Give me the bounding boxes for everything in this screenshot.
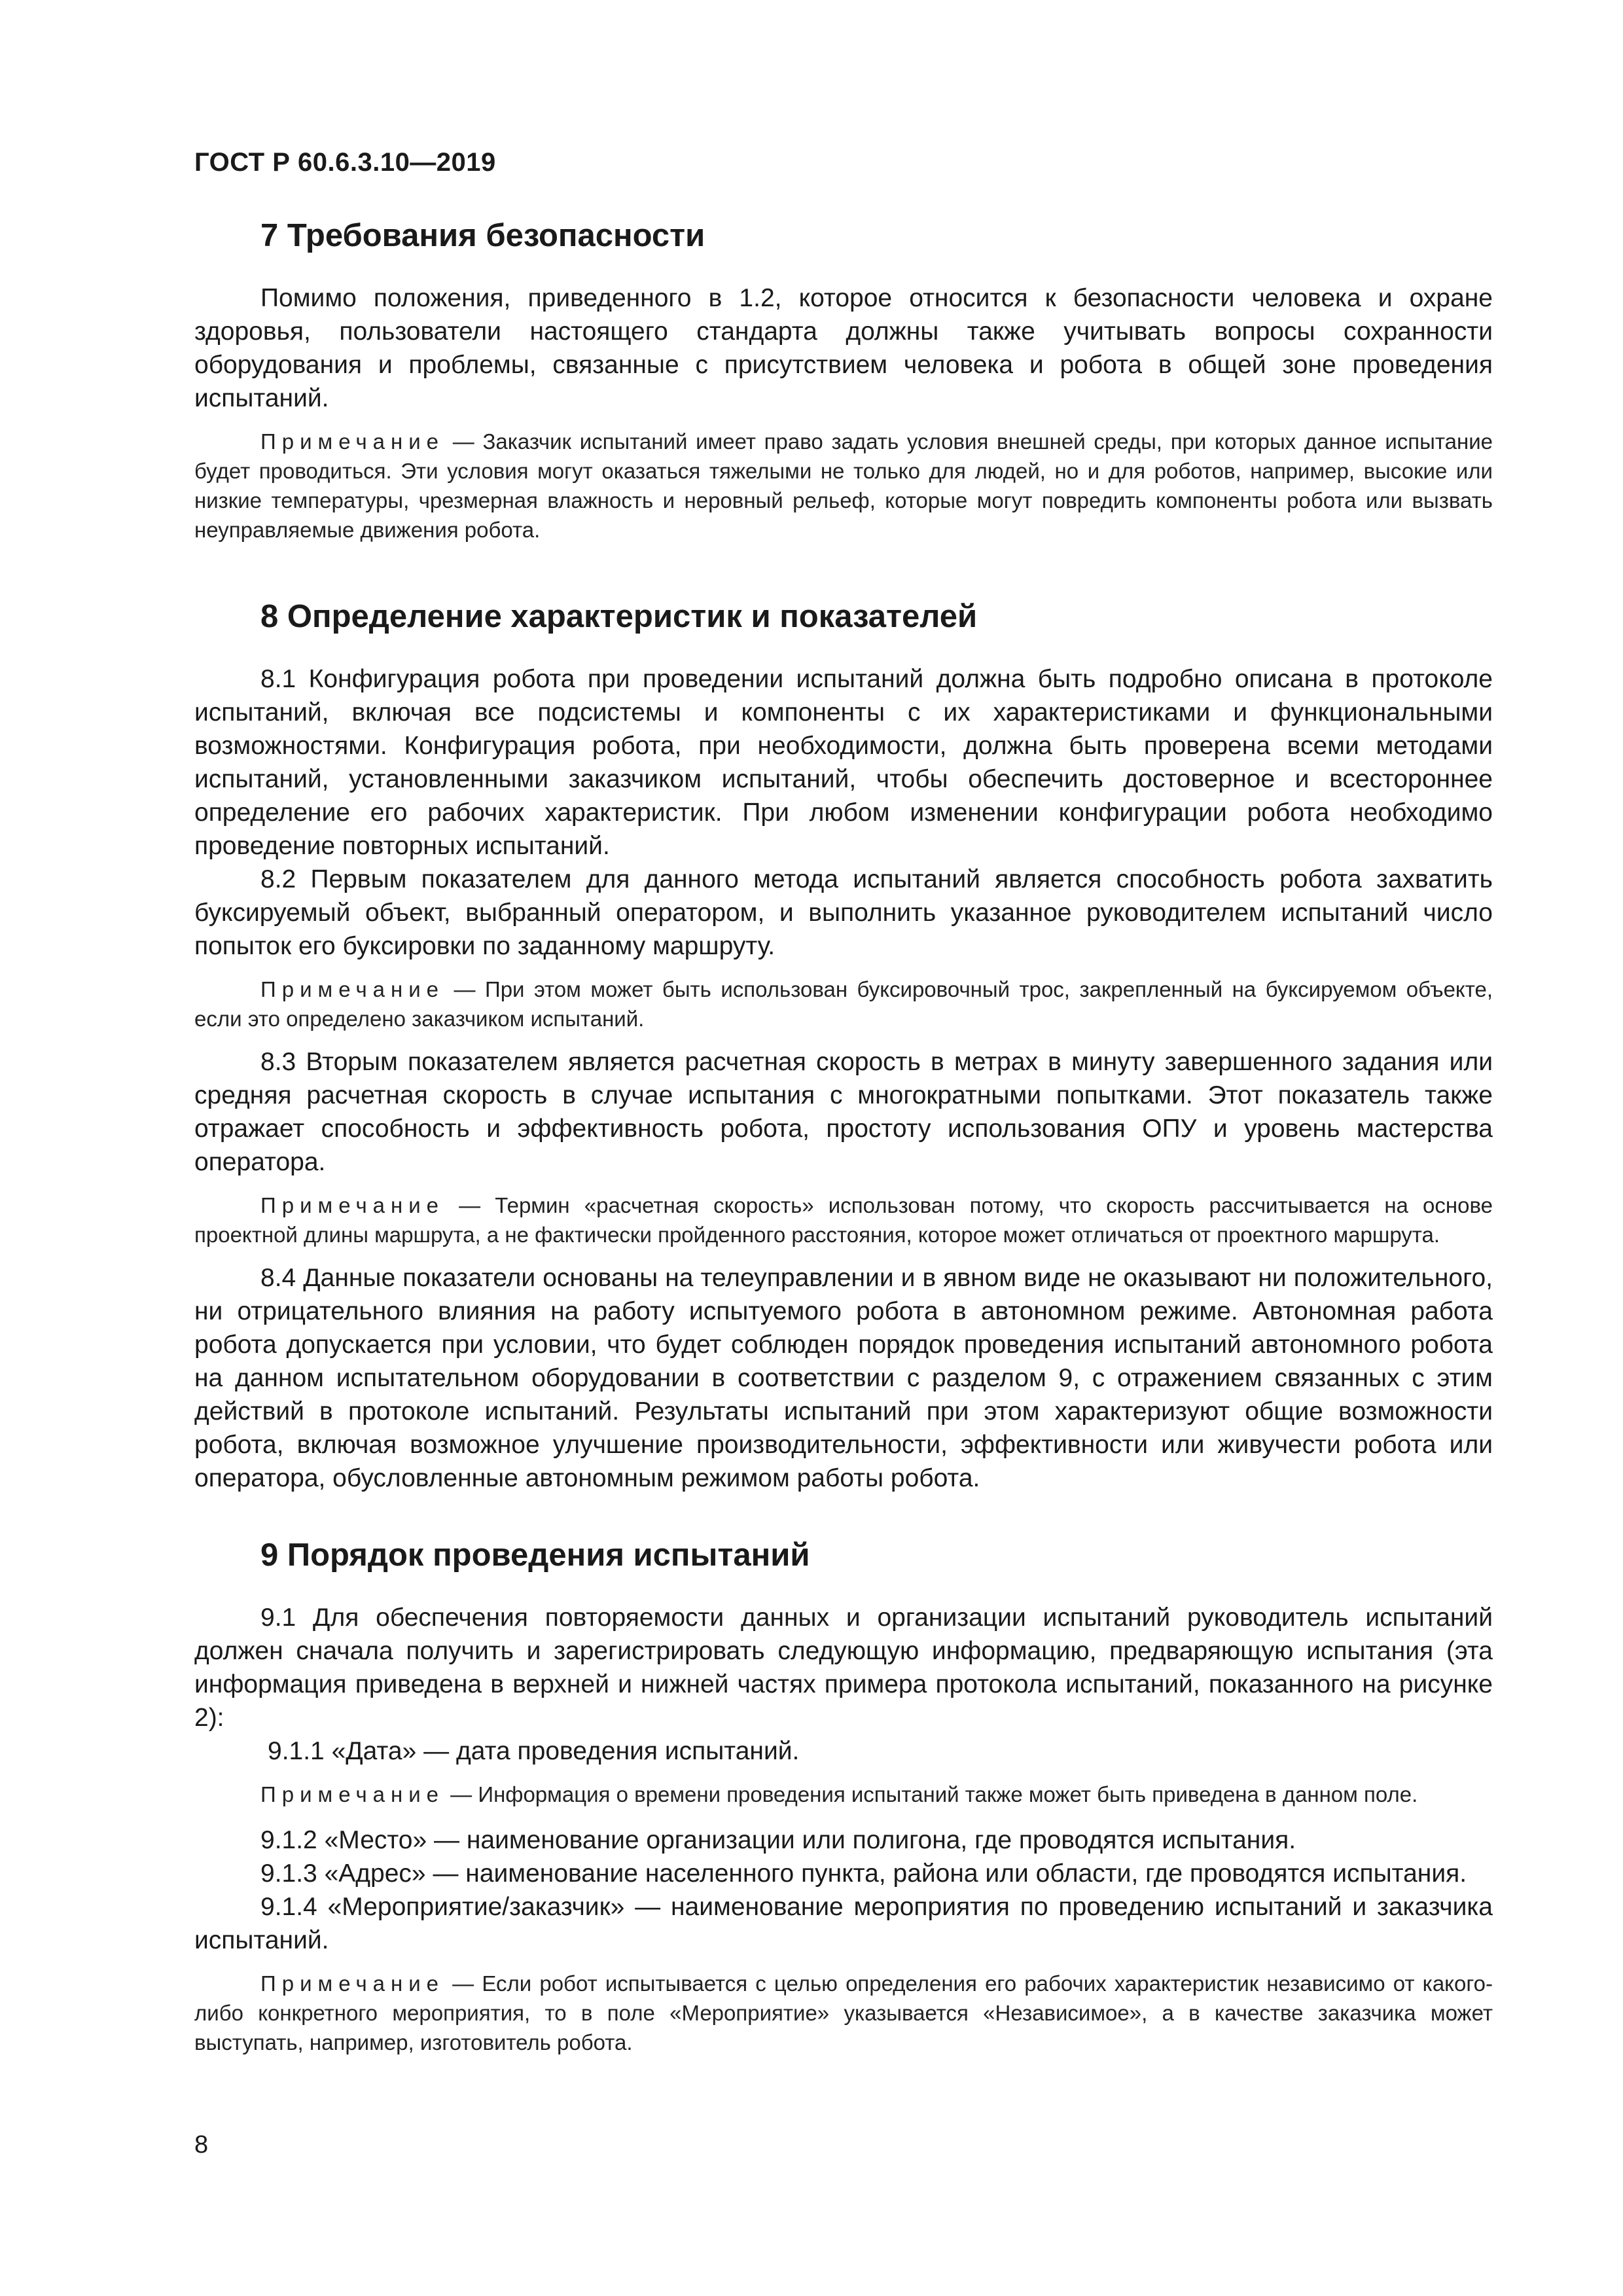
paragraph-9-1-1: 9.1.1 «Дата» — дата проведения испытаний. — [268, 1737, 800, 1765]
note-label: Примечание — [260, 1971, 445, 1996]
note-text: — Информация о времени проведения испытаний также может быть приведена в данном поле. — [444, 1782, 1418, 1806]
note-9-1-1 — [194, 1780, 1493, 1809]
note-text: — Заказчик испытаний имеет право задать условия внешней среды, при которых данное испытание будет проводиться. Эти условия могут оказаться тяжелыми не только для людей, но и для роботов, например, высокие или низкие температуры, чрезмерная влажность и неровный рельеф, которые могут повредить компоненты робота или вызвать неуправляемые движения робота. — [194, 429, 1493, 542]
note-text: — Если робот испытывается с целью определения его рабочих характеристик независимо от какого-либо конкретного мероприятия, то в поле «Мероприятие» указывается «Независимое», а в качестве заказчика может выступать, например, изготовитель робота. — [194, 1971, 1493, 2054]
paragraph-8-1: 8.1 Конфигурация робота при проведении испытаний должна быть подробно описана в протоколе испытаний, включая все подсистемы и компоненты с их характеристиками и функциональными возможностями. Конфигурация робота, при необходимости, должна быть проверена всеми методами испытаний, установленными заказчиком испытаний, чтобы обеспечить достоверное и всестороннее определение его рабочих характеристик. При любом изменении конфигурации робота необходимо проведение повторных испытаний. — [194, 665, 1493, 860]
note-label: Примечание — [260, 1782, 445, 1806]
note-text: — При этом может быть использован буксировочный трос, закрепленный на буксируемом объекте, если это определено заказчиком испытаний. — [194, 977, 1493, 1031]
note-text: — Термин «расчетная скорость» использован потому, что скорость рассчитывается на основе проектной длины маршрута, а не фактически пройденного расстояния, которое может отличаться от проектного маршрута. — [194, 1193, 1493, 1247]
section-7-paragraph: Помимо положения, приведенного в 1.2, которое относится к безопасности человека и охране здоровья, пользователи настоящего стандарта должны также учитывать вопросы сохранности оборудования и проблемы, связанные с присутствием человека и робота в общей зоне проведения испытаний. — [194, 284, 1493, 412]
paragraph-9-1-4: 9.1.4 «Мероприятие/заказчик» — наименование мероприятия по проведению испытаний и заказчика испытаний. — [194, 1893, 1493, 1954]
page-number: 8 — [194, 2131, 209, 2159]
paragraph-9-1-2: 9.1.2 «Место» — наименование организации или полигона, где проводятся испытания. — [260, 1826, 1296, 1854]
note-label: Примечание — [260, 977, 445, 1001]
section-7-note — [194, 427, 1493, 545]
document-header: ГОСТ Р 60.6.3.10—2019 — [194, 148, 496, 177]
section-7-title: 7 Требования безопасности — [260, 218, 705, 253]
paragraph-8-2: 8.2 Первым показателем для данного метода испытаний является способность робота захватить буксируемый объект, выбранный оператором, и выполнить указанное руководителем испытаний число попыток его буксировки по заданному маршруту. — [194, 865, 1493, 960]
paragraph-8-4: 8.4 Данные показатели основаны на телеуправлении и в явном виде не оказывают ни положительного, ни отрицательного влияния на работу испытуемого робота в автономном режиме. Автономная работа робота допускается при условии, что будет соблюден порядок проведения испытаний автономного робота на данном испытательном оборудовании в соответствии с разделом 9, с отражением связанных с этим действий в протоколе испытаний. Результаты испытаний при этом характеризуют общие возможности робота, включая возможное улучшение производительности, эффективности или живучести робота или оператора, обусловленные автономным режимом работы робота. — [194, 1264, 1493, 1492]
paragraph-8-3: 8.3 Вторым показателем является расчетная скорость в метрах в минуту завершенного задания или средняя расчетная скорость в случае испытания с многократными попытками. Этот показатель также отражает способность и эффективность робота, простоту использования ОПУ и уровень мастерства оператора. — [194, 1048, 1493, 1176]
section-8-title: 8 Определение характеристик и показателей — [260, 599, 978, 634]
section-9-title: 9 Порядок проведения испытаний — [260, 1537, 810, 1573]
note-9-1-4 — [194, 1969, 1493, 2057]
note-label: Примечание — [260, 1193, 445, 1217]
note-8-2 — [194, 975, 1493, 1033]
paragraph-9-1: 9.1 Для обеспечения повторяемости данных и организации испытаний руководитель испытаний должен сначала получить и зарегистрировать следующую информацию, предваряющую испытания (эта информация приведена в верхней и нижней частях примера протокола испытаний, показанного на рисунке 2): — [194, 1604, 1493, 1732]
paragraph-9-1-3: 9.1.3 «Адрес» — наименование населенного пункта, района или области, где проводятся испытания. — [260, 1859, 1467, 1888]
note-label: Примечание — [260, 429, 445, 454]
document-body — [194, 216, 1493, 2069]
note-8-3 — [194, 1191, 1493, 1249]
